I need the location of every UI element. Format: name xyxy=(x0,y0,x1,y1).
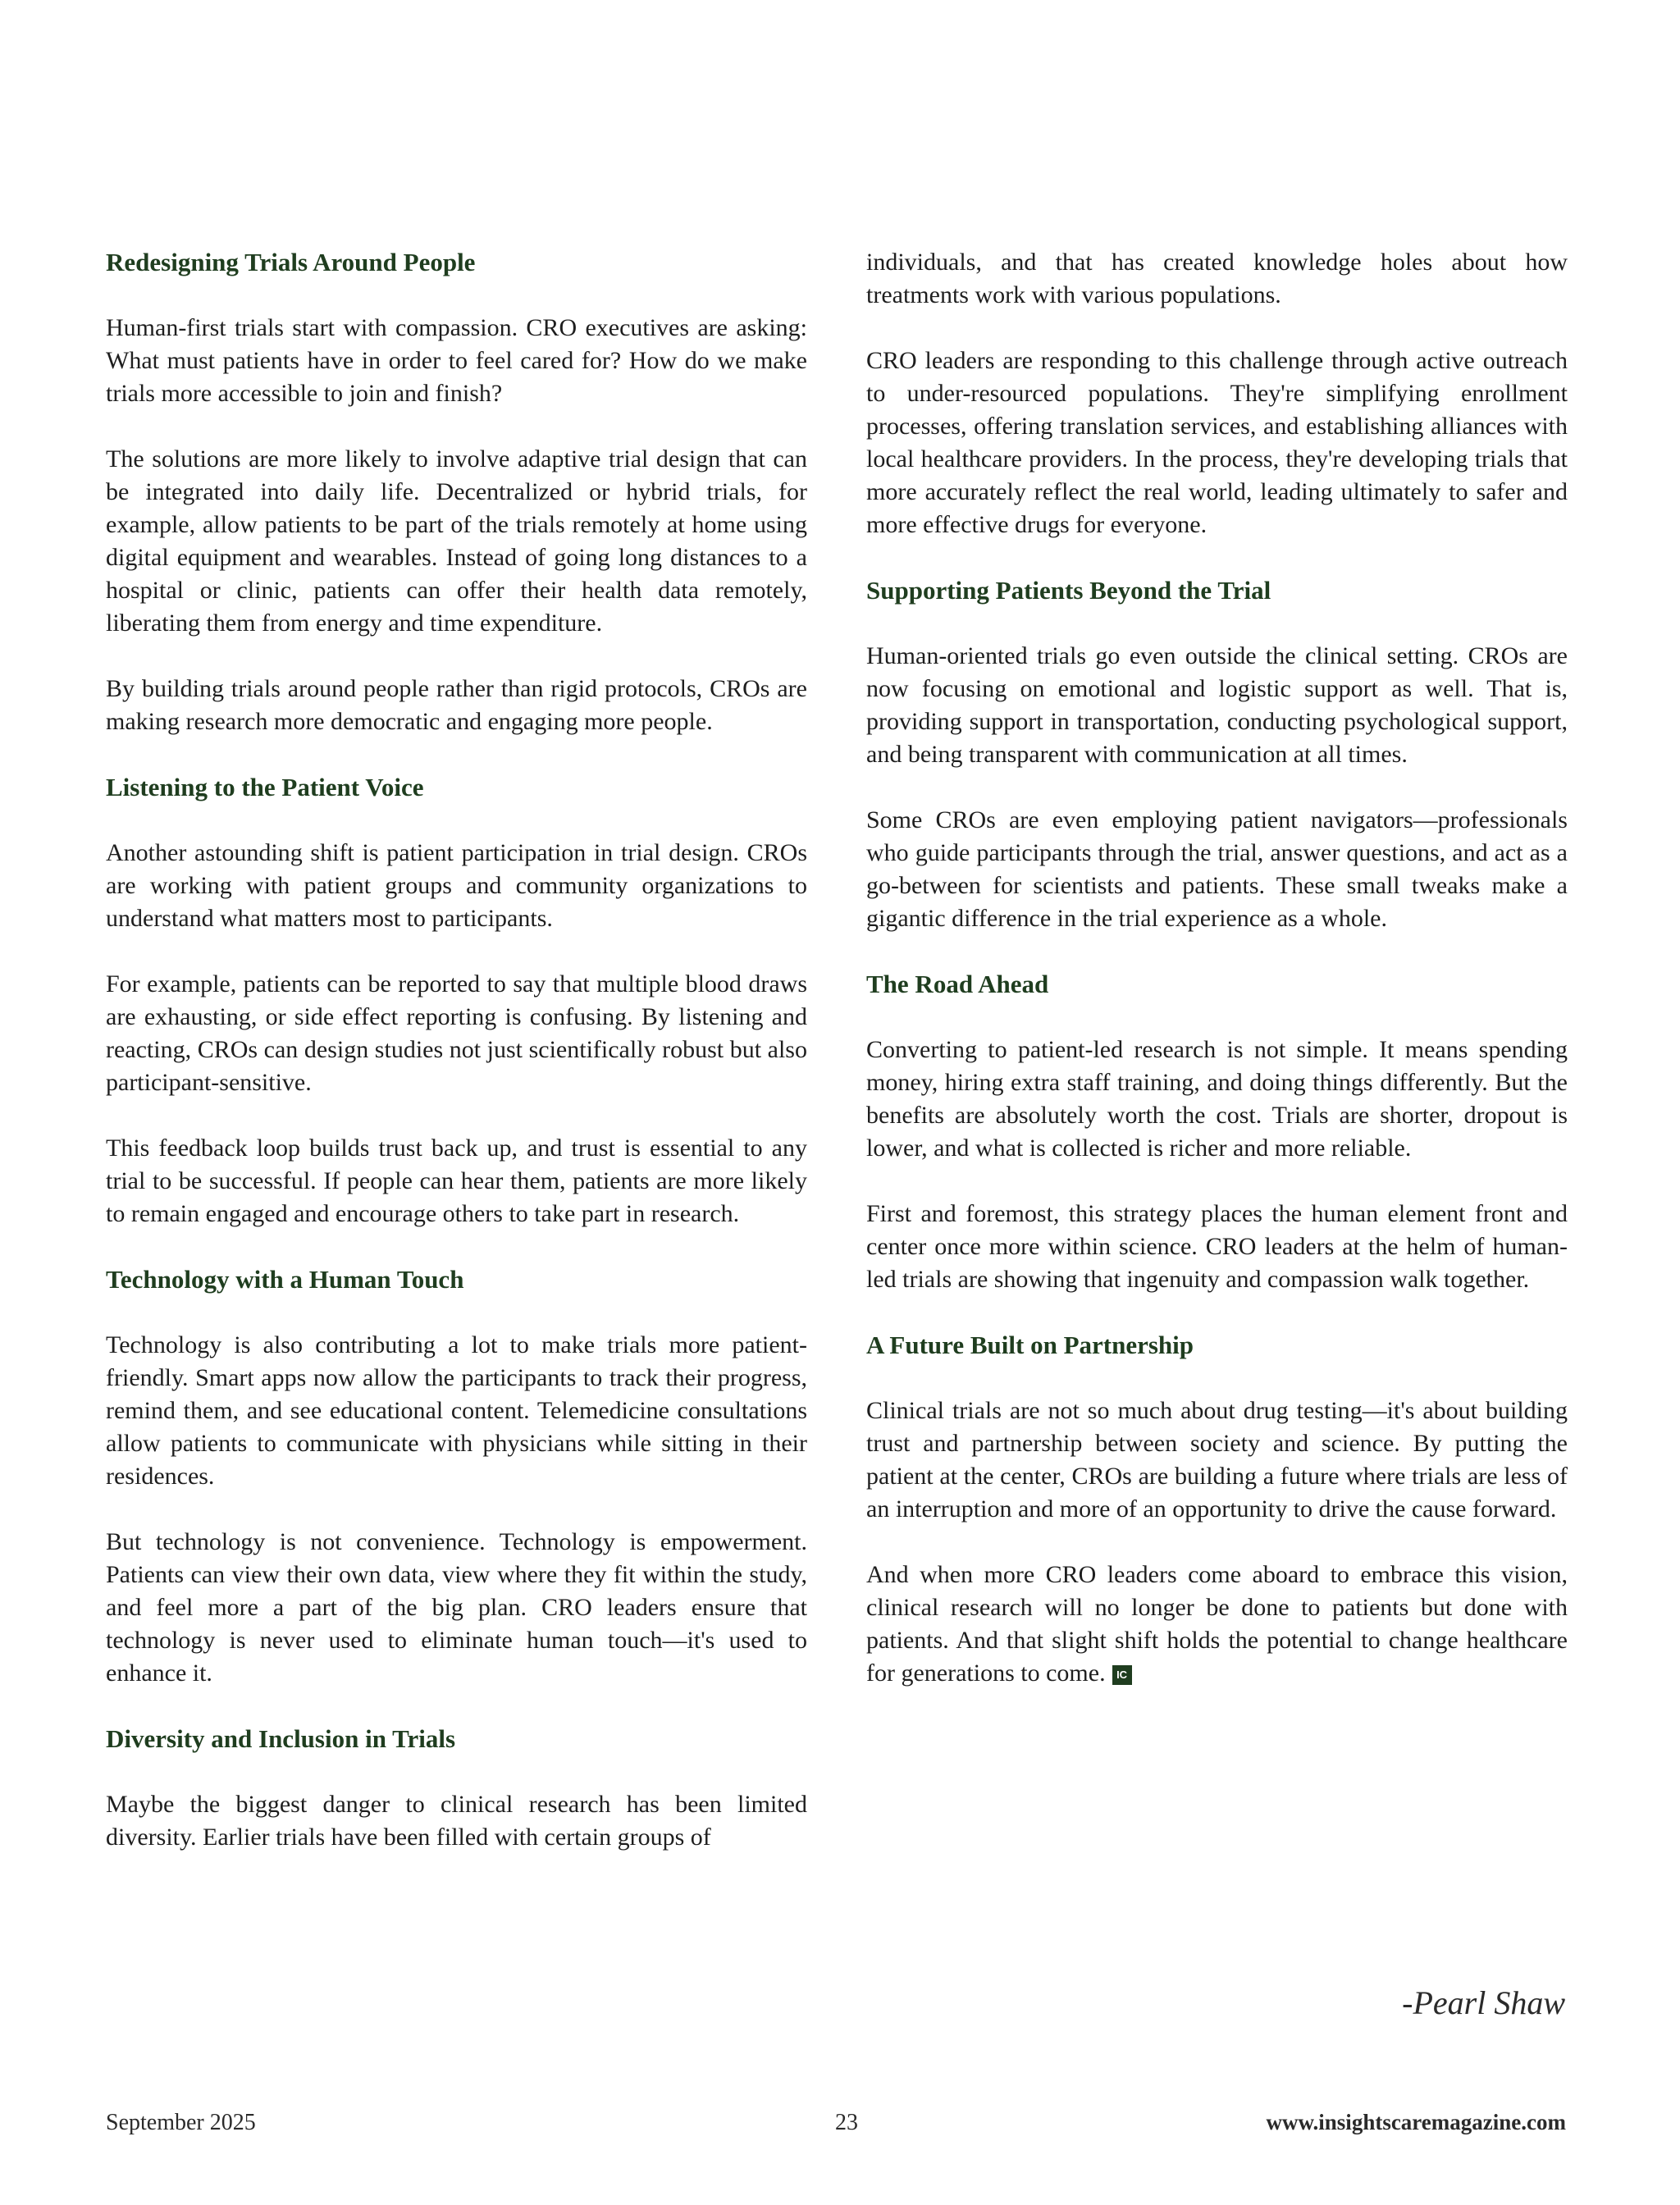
body-paragraph xyxy=(106,968,807,1099)
body-paragraph xyxy=(106,443,807,640)
paragraph-text: CRO leaders are responding to this challenge through active outreach to under-resourced populations. They're simplifying enrollment processes, offering translation services, and establishing alliances with local healthcare providers. In the process, they're developing trials that more accurately reflect the real world, leading ultimately to safer and more effective drugs for everyone. xyxy=(866,347,1568,538)
paragraph-text: Converting to patient-led research is not simple. It means spending money, hiring extra staff training, and doing things differently. But the benefits are absolutely worth the cost. Trials are shorter, dropout is lower, and what is collected is richer and more reliable. xyxy=(866,1036,1568,1162)
paragraph-text: Clinical trials are not so much about drug testing—it's about building trust and partnership between society and science. By putting the patient at the center, CROs are building a future where trials are less of an interruption and more of an opportunity to drive the cause forward. xyxy=(866,1397,1568,1522)
footer-date: September 2025 xyxy=(106,2110,256,2135)
body-paragraph xyxy=(866,804,1568,935)
paragraph-text: The solutions are more likely to involve adaptive trial design that can be integrated into daily life. Decentralized or hybrid trials, for example, allow patients to be part of the trials remotely at home using digital equipment and wearables. Instead of going long distances to a hospital or clinic, patients can offer their health data remotely, liberating them from energy and time expenditure. xyxy=(106,445,807,637)
paragraph-text: Another astounding shift is patient participation in trial design. CROs are working with patient groups and community organizations to understand what matters most to participants. xyxy=(106,839,807,932)
paragraph-text: And when more CRO leaders come aboard to embrace this vision, clinical research will no longer be done to patients but done with patients. And that slight shift holds the potential to change healthcare for generations to come. xyxy=(866,1561,1568,1687)
body-paragraph xyxy=(106,837,807,935)
body-paragraph xyxy=(106,1132,807,1230)
body-paragraph xyxy=(106,1526,807,1690)
paragraph-text: Some CROs are even employing patient navigators—professionals who guide participants through the trial, answer questions, and act as a go-between for scientists and patients. These small tweaks make a gigantic difference in the trial experience as a whole. xyxy=(866,806,1568,932)
paragraph-text: Human-oriented trials go even outside the clinical setting. CROs are now focusing on emotional and logistic support as well. That is, providing support in transportation, conducting psychological support, and being transparent with communication at all times. xyxy=(866,642,1568,768)
body-paragraph xyxy=(106,673,807,738)
footer-website: www.insightscaremagazine.com xyxy=(1266,2110,1566,2134)
paragraph-text: Human-first trials start with compassion. CRO executives are asking: What must patients have in order to feel cared for? How do we make trials more accessible to join and finish? xyxy=(106,314,807,407)
body-paragraph xyxy=(866,1198,1568,1296)
author-signature: -Pearl Shaw xyxy=(1402,1984,1565,2021)
heading-text: A Future Built on Partnership xyxy=(866,1331,1194,1359)
paragraph-text: Maybe the biggest danger to clinical research has been limited diversity. Earlier trials have been filled with certain groups of xyxy=(106,1791,807,1851)
right-column xyxy=(866,246,1568,1723)
heading-text: The Road Ahead xyxy=(866,970,1049,998)
body-paragraph xyxy=(106,1329,807,1493)
section-heading xyxy=(106,771,807,804)
paragraph-text: Technology is also contributing a lot to make trials more patient-friendly. Smart apps now allow the participants to track their progress, remind them, and see educational content. Telemedicine consultations allow patients to communicate with physicians while sitting in their residences. xyxy=(106,1331,807,1490)
body-paragraph xyxy=(866,1559,1568,1690)
heading-text: Diversity and Inclusion in Trials xyxy=(106,1724,456,1753)
heading-text: Technology with a Human Touch xyxy=(106,1265,464,1294)
end-of-article-icon: IC xyxy=(1112,1665,1132,1685)
paragraph-text: By building trials around people rather than rigid protocols, CROs are making research more democratic and engaging more people. xyxy=(106,675,807,735)
heading-text: Listening to the Patient Voice xyxy=(106,773,424,801)
paragraph-text: For example, patients can be reported to say that multiple blood draws are exhausting, or side effect reporting is confusing. By listening and reacting, CROs can design studies not just scientifically robust but also participant-sensitive. xyxy=(106,970,807,1096)
body-paragraph xyxy=(866,1034,1568,1165)
paragraph-text: This feedback loop builds trust back up, and trust is essential to any trial to be successful. If people can hear them, patients are more likely to remain engaged and encourage others to take part in research. xyxy=(106,1134,807,1227)
body-paragraph xyxy=(866,345,1568,541)
page-number: 23 xyxy=(835,2110,858,2135)
section-heading xyxy=(106,1723,807,1755)
section-heading xyxy=(866,574,1568,607)
body-paragraph xyxy=(106,312,807,410)
section-heading xyxy=(106,246,807,279)
body-paragraph xyxy=(866,246,1568,312)
section-heading xyxy=(866,1329,1568,1362)
paragraph-text: First and foremost, this strategy places the human element front and center once more within science. CRO leaders at the helm of human-led trials are showing that ingenuity and compassion walk together. xyxy=(866,1200,1568,1293)
body-paragraph xyxy=(866,1395,1568,1526)
heading-text: Supporting Patients Beyond the Trial xyxy=(866,576,1271,605)
body-paragraph xyxy=(106,1788,807,1854)
body-paragraph xyxy=(866,640,1568,771)
section-heading xyxy=(106,1263,807,1296)
heading-text: Redesigning Trials Around People xyxy=(106,248,476,276)
section-heading xyxy=(866,968,1568,1001)
left-column xyxy=(106,246,807,1887)
paragraph-text: But technology is not convenience. Technology is empowerment. Patients can view their own data, view where they fit within the study, and feel more a part of the big plan. CRO leaders ensure that technology is never used to eliminate human touch—it's used to enhance it. xyxy=(106,1528,807,1687)
paragraph-text: individuals, and that has created knowledge holes about how treatments work with various populations. xyxy=(866,249,1568,308)
